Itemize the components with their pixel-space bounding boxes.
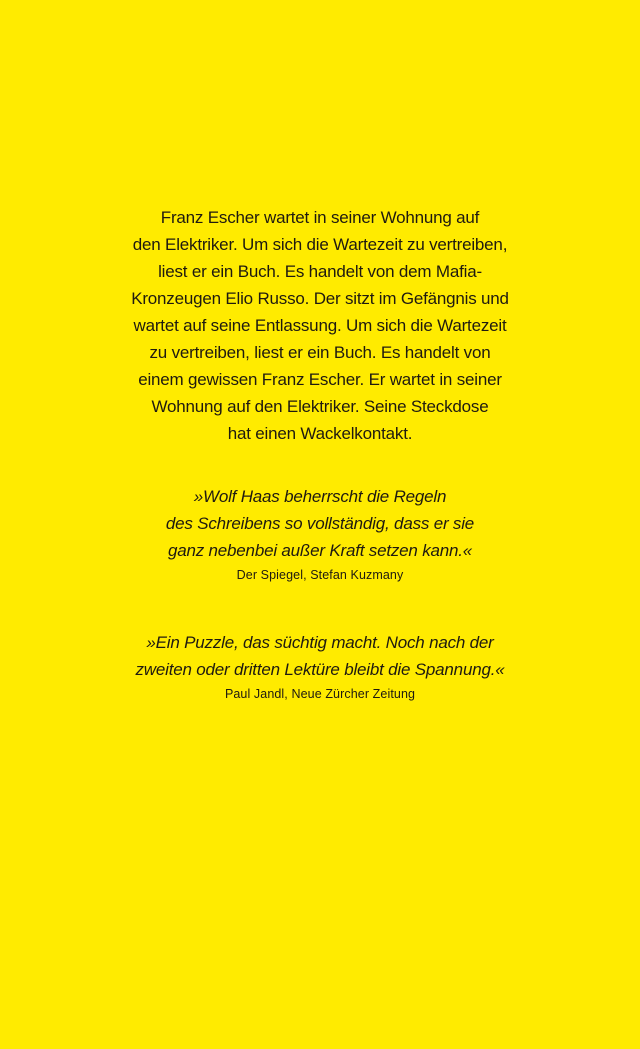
blurb-line: Kronzeugen Elio Russo. Der sitzt im Gefängnis und (131, 289, 509, 308)
press-quote-nzz (0, 629, 640, 703)
blurb-line: Franz Escher wartet in seiner Wohnung auf (160, 208, 480, 227)
quote-line: »Ein Puzzle, das süchtig macht. Noch nach der (146, 633, 494, 652)
quote-source: Der Spiegel, Stefan Kuzmany (236, 568, 404, 582)
blurb-line: hat einen Wackelkontakt. (227, 424, 413, 443)
quote-line: zweiten oder dritten Lektüre bleibt die Spannung.« (135, 660, 505, 679)
quote-text (0, 629, 640, 683)
blurb-line: den Elektriker. Um sich die Wartezeit zu vertreiben, (132, 235, 508, 254)
quote-text (0, 483, 640, 564)
quote-line: des Schreibens so vollständig, dass er sie (165, 514, 475, 533)
blurb-line: wartet auf seine Entlassung. Um sich die Wartezeit (133, 316, 507, 335)
blurb-text (0, 204, 640, 447)
blurb-line: zu vertreiben, liest er ein Buch. Es handelt von (149, 343, 491, 362)
blurb-line: einem gewissen Franz Escher. Er wartet in seiner (138, 370, 502, 389)
quote-source: Paul Jandl, Neue Zürcher Zeitung (224, 687, 416, 701)
press-quote-spiegel (0, 483, 640, 584)
blurb-line: liest er ein Buch. Es handelt von dem Mafia- (158, 262, 482, 281)
quote-line: »Wolf Haas beherrscht die Regeln (193, 487, 447, 506)
quote-line: ganz nebenbei außer Kraft setzen kann.« (167, 541, 473, 560)
blurb-line: Wohnung auf den Elektriker. Seine Steckdose (151, 397, 489, 416)
